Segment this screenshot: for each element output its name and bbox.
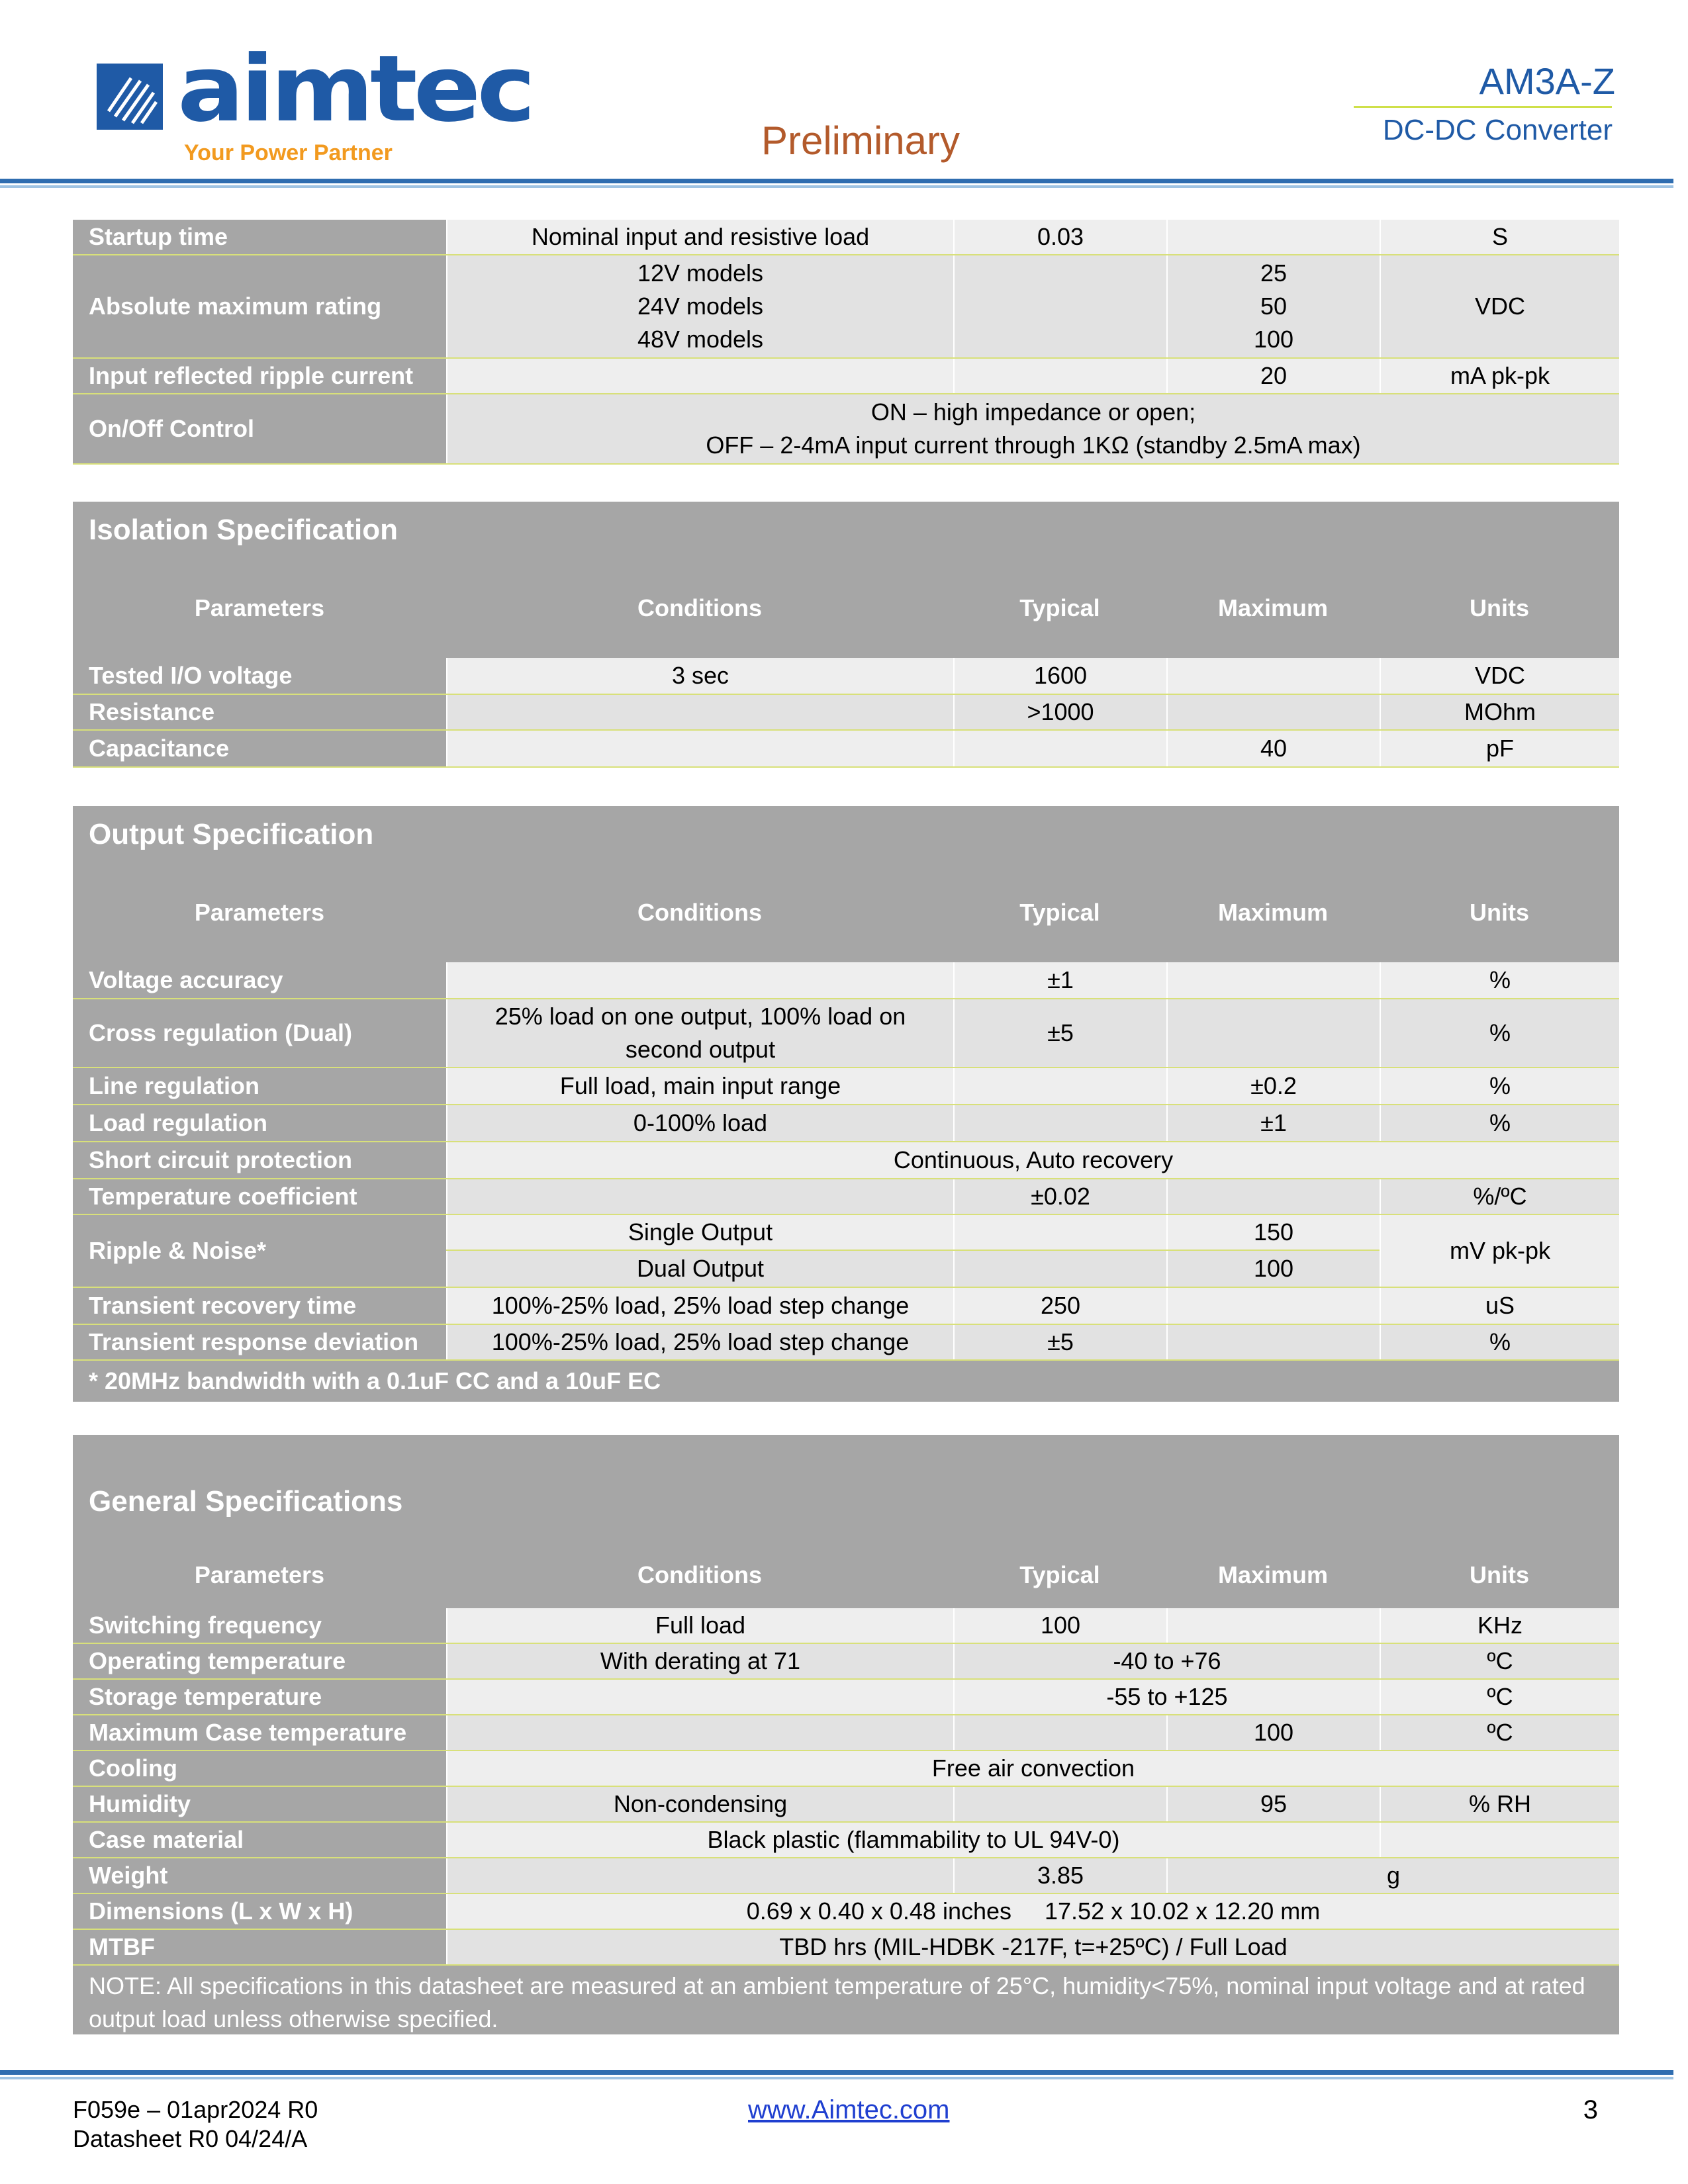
table-note: NOTE: All specifications in this datasheet are measured at an ambient temperature of 25°C, humidity<75%, nominal input voltage and at rated output load unless otherwise specified. xyxy=(73,1966,1619,2034)
table-row xyxy=(73,1325,1619,1361)
col-header-typical: Typical xyxy=(1019,899,1100,926)
table-row xyxy=(73,1680,1619,1715)
table-row xyxy=(73,1823,1619,1858)
unit-cell: pF xyxy=(1380,731,1619,766)
table-row xyxy=(73,658,1619,695)
unit-cell: % xyxy=(1380,1068,1619,1104)
span-cell xyxy=(446,394,1619,463)
max-cell: 40 xyxy=(1166,731,1380,766)
model-number: AM3A-Z xyxy=(1479,60,1615,102)
param-cell: Cooling xyxy=(73,1751,446,1786)
cond-line: 12V models xyxy=(637,259,764,287)
cond-line: second output xyxy=(625,1036,776,1063)
col-header-parameters: Parameters xyxy=(73,863,446,962)
header-divider xyxy=(0,179,1673,183)
span-cell: Free air convection xyxy=(446,1751,1619,1786)
col-header-conditions: Conditions xyxy=(637,899,762,926)
typ-cell xyxy=(953,1787,1166,1821)
table-row xyxy=(73,359,1619,394)
max-cell: ±1 xyxy=(1166,1105,1380,1141)
table-row xyxy=(73,1751,1619,1787)
table-row xyxy=(73,1644,1619,1680)
header-divider-light xyxy=(0,185,1673,188)
col-header-conditions: Conditions xyxy=(637,594,762,621)
footer-website-link[interactable]: www.Aimtec.com xyxy=(748,2095,950,2124)
output-spec-table xyxy=(73,806,1619,1402)
table-row xyxy=(73,1105,1619,1142)
unit-cell: ºC xyxy=(1380,1715,1619,1750)
typ-cell: ±0.02 xyxy=(953,1179,1166,1214)
max-line: 50 xyxy=(1260,293,1288,320)
table-row xyxy=(73,1215,1619,1288)
param-cell: Capacitance xyxy=(73,731,446,766)
table-row xyxy=(73,1858,1619,1894)
col-header-typical: Typical xyxy=(1019,1561,1100,1588)
cond-cell xyxy=(446,695,953,729)
col-header-parameters: Parameters xyxy=(73,1542,446,1608)
footer-divider-light xyxy=(0,2077,1673,2079)
max-cell xyxy=(1166,220,1380,254)
page-number: 3 xyxy=(1583,2095,1598,2124)
param-cell: Tested I/O voltage xyxy=(73,658,446,694)
typ-cell xyxy=(953,1068,1166,1104)
input-spec-table xyxy=(73,220,1619,465)
cond-cell xyxy=(446,1680,953,1714)
param-cell: Maximum Case temperature xyxy=(73,1715,446,1750)
footer-doc-code: F059e – 01apr2024 R0 xyxy=(73,2096,318,2123)
cond-cell: Full load, main input range xyxy=(446,1068,953,1104)
table-row xyxy=(73,695,1619,731)
span-cell: Continuous, Auto recovery xyxy=(446,1142,1619,1178)
cond-cell xyxy=(446,1858,953,1893)
typ-cell: 100 xyxy=(953,1608,1166,1643)
param-cell: Input reflected ripple current xyxy=(73,359,446,393)
cond-cell xyxy=(446,1715,953,1750)
table-footnote: * 20MHz bandwidth with a 0.1uF CC and a 10uF EC xyxy=(73,1361,1619,1402)
table-subrow xyxy=(446,1215,1380,1251)
table-header-row xyxy=(73,1542,1619,1608)
unit-cell: VDC xyxy=(1380,255,1619,357)
cond-cell xyxy=(446,962,953,998)
table-row xyxy=(73,1715,1619,1751)
col-header-maximum: Maximum xyxy=(1217,594,1329,621)
table-row xyxy=(73,1894,1619,1930)
param-cell: MTBF xyxy=(73,1930,446,1964)
maxunit-cell: g xyxy=(1166,1858,1619,1893)
unit-cell: uS xyxy=(1380,1288,1619,1324)
table-row xyxy=(73,1288,1619,1325)
param-cell: Startup time xyxy=(73,220,446,254)
col-header-maximum: Maximum xyxy=(1217,899,1329,926)
table-row xyxy=(73,1068,1619,1105)
max-line: 25 xyxy=(1260,259,1288,287)
typ-cell: ±5 xyxy=(953,999,1166,1067)
max-cell xyxy=(1166,1325,1380,1359)
cond-cell: Single Output xyxy=(446,1215,953,1250)
unit-cell: %/ºC xyxy=(1380,1179,1619,1214)
table-row xyxy=(73,1787,1619,1823)
max-cell: 95 xyxy=(1166,1787,1380,1821)
table-row xyxy=(73,394,1619,465)
typ-cell: 3.85 xyxy=(953,1858,1166,1893)
unit-cell: KHz xyxy=(1380,1608,1619,1643)
section-title: Output Specification xyxy=(73,806,1619,863)
param-cell: Humidity xyxy=(73,1787,446,1821)
max-cell: 150 xyxy=(1166,1215,1380,1250)
unit-cell: ºC xyxy=(1380,1644,1619,1678)
unit-cell: % RH xyxy=(1380,1787,1619,1821)
span-cell: 0.69 x 0.40 x 0.48 inches 17.52 x 10.02 x 12.20 mm xyxy=(446,1894,1619,1929)
cond-cell: With derating at 71 xyxy=(446,1644,953,1678)
max-cell: 20 xyxy=(1166,359,1380,393)
max-cell: ±0.2 xyxy=(1166,1068,1380,1104)
table-row xyxy=(73,1179,1619,1215)
param-cell: Operating temperature xyxy=(73,1644,446,1678)
param-cell: Dimensions (L x W x H) xyxy=(73,1894,446,1929)
max-cell xyxy=(1166,962,1380,998)
param-cell: Line regulation xyxy=(73,1068,446,1104)
cond-cell xyxy=(446,1179,953,1214)
cond-cell: Dual Output xyxy=(446,1251,953,1287)
cond-line: 48V models xyxy=(637,326,764,353)
unit-cell: mA pk-pk xyxy=(1380,359,1619,393)
section-title: General Specifications xyxy=(73,1435,1619,1542)
col-header-parameters: Parameters xyxy=(73,559,446,658)
table-row xyxy=(73,962,1619,999)
param-cell: Voltage accuracy xyxy=(73,962,446,998)
typ-cell xyxy=(953,731,1166,766)
ctm-cell: Black plastic (flammability to UL 94V-0) xyxy=(446,1823,1380,1857)
unit-cell: % xyxy=(1380,962,1619,998)
param-cell: Storage temperature xyxy=(73,1680,446,1714)
unit-cell: MOhm xyxy=(1380,695,1619,729)
unit-cell: S xyxy=(1380,220,1619,254)
max-cell xyxy=(1166,658,1380,694)
param-cell: Temperature coefficient xyxy=(73,1179,446,1214)
logo-tagline: Your Power Partner xyxy=(184,140,393,165)
cond-cell xyxy=(446,255,953,357)
unit-cell: % xyxy=(1380,1325,1619,1359)
col-header-units: Units xyxy=(1470,594,1529,621)
document-status: Preliminary xyxy=(761,118,961,163)
span-cell: TBD hrs (MIL-HDBK -217F, t=+25ºC) / Full Load xyxy=(446,1930,1619,1964)
max-cell: 100 xyxy=(1166,1251,1380,1287)
table-subrow xyxy=(446,1251,1380,1287)
typ-cell xyxy=(953,1215,1166,1250)
table-row xyxy=(73,999,1619,1068)
max-cell xyxy=(1166,1179,1380,1214)
unit-cell: mV pk-pk xyxy=(1380,1215,1619,1287)
param-cell: Case material xyxy=(73,1823,446,1857)
max-cell xyxy=(1166,1608,1380,1643)
cond-cell: 100%-25% load, 25% load step change xyxy=(446,1325,953,1359)
cond-cell: 3 sec xyxy=(446,658,953,694)
product-subtitle: DC-DC Converter xyxy=(1382,114,1613,146)
param-cell: Cross regulation (Dual) xyxy=(73,999,446,1067)
cond-cell xyxy=(446,999,953,1067)
unit-cell: % xyxy=(1380,999,1619,1067)
param-cell: Absolute maximum rating xyxy=(73,255,446,357)
max-line: 100 xyxy=(1253,326,1294,353)
span-line: OFF – 2-4mA input current through 1KΩ (standby 2.5mA max) xyxy=(706,432,1361,459)
table-row xyxy=(73,1930,1619,1966)
cond-line: 25% load on one output, 100% load on xyxy=(494,1003,906,1030)
typ-cell xyxy=(953,1715,1166,1750)
col-header-maximum: Maximum xyxy=(1217,1561,1329,1588)
max-cell xyxy=(1166,255,1380,357)
param-cell: Resistance xyxy=(73,695,446,729)
model-underline xyxy=(1354,106,1612,108)
typ-cell xyxy=(953,255,1166,357)
max-cell xyxy=(1166,695,1380,729)
table-row xyxy=(73,255,1619,359)
param-cell: On/Off Control xyxy=(73,394,446,463)
param-cell: Transient recovery time xyxy=(73,1288,446,1324)
typ-cell xyxy=(953,1105,1166,1141)
param-cell: Switching frequency xyxy=(73,1608,446,1643)
col-header-conditions: Conditions xyxy=(637,1561,762,1588)
param-cell: Transient response deviation xyxy=(73,1325,446,1359)
cond-line: 24V models xyxy=(637,293,764,320)
max-cell xyxy=(1166,999,1380,1067)
cond-cell: 100%-25% load, 25% load step change xyxy=(446,1288,953,1324)
cond-cell: 0-100% load xyxy=(446,1105,953,1141)
ripple-subrows xyxy=(446,1215,1380,1287)
table-row xyxy=(73,731,1619,768)
typ-cell: ±5 xyxy=(953,1325,1166,1359)
table-header-row xyxy=(73,863,1619,962)
typ-cell: ±1 xyxy=(953,962,1166,998)
max-cell: 100 xyxy=(1166,1715,1380,1750)
typ-cell: 0.03 xyxy=(953,220,1166,254)
cond-cell: Non-condensing xyxy=(446,1787,953,1821)
typ-cell xyxy=(953,1251,1166,1287)
section-title: Isolation Specification xyxy=(73,502,1619,559)
unit-cell: ºC xyxy=(1380,1680,1619,1714)
unit-cell: VDC xyxy=(1380,658,1619,694)
param-cell: Weight xyxy=(73,1858,446,1893)
general-spec-table xyxy=(73,1435,1619,2034)
footer-divider xyxy=(0,2070,1673,2075)
isolation-spec-table xyxy=(73,502,1619,768)
typmax-cell: -55 to +125 xyxy=(953,1680,1380,1714)
col-header-typical: Typical xyxy=(1019,594,1100,621)
span-line: ON – high impedance or open; xyxy=(870,398,1196,426)
param-cell: Load regulation xyxy=(73,1105,446,1141)
unit-cell: % xyxy=(1380,1105,1619,1141)
col-header-units: Units xyxy=(1470,1561,1529,1588)
logo-stripes-icon xyxy=(97,64,163,130)
cond-cell: Nominal input and resistive load xyxy=(446,220,953,254)
table-row xyxy=(73,220,1619,255)
aimtec-logo xyxy=(97,36,532,172)
cond-cell: Full load xyxy=(446,1608,953,1643)
typmax-cell: -40 to +76 xyxy=(953,1644,1380,1678)
footer-datasheet-rev: Datasheet R0 04/24/A xyxy=(73,2125,308,2152)
cond-cell xyxy=(446,359,953,393)
unit-cell xyxy=(1380,1823,1619,1857)
param-cell: Ripple & Noise* xyxy=(73,1215,446,1287)
typ-cell xyxy=(953,359,1166,393)
table-row xyxy=(73,1142,1619,1179)
logo-wordmark: aimtec xyxy=(177,36,532,143)
typ-cell: 1600 xyxy=(953,658,1166,694)
typ-cell: 250 xyxy=(953,1288,1166,1324)
col-header-units: Units xyxy=(1470,899,1529,926)
footer-doc-info xyxy=(73,2095,318,2154)
max-cell xyxy=(1166,1288,1380,1324)
cond-cell xyxy=(446,731,953,766)
typ-cell: >1000 xyxy=(953,695,1166,729)
table-header-row xyxy=(73,559,1619,658)
table-row xyxy=(73,1608,1619,1644)
param-cell: Short circuit protection xyxy=(73,1142,446,1178)
